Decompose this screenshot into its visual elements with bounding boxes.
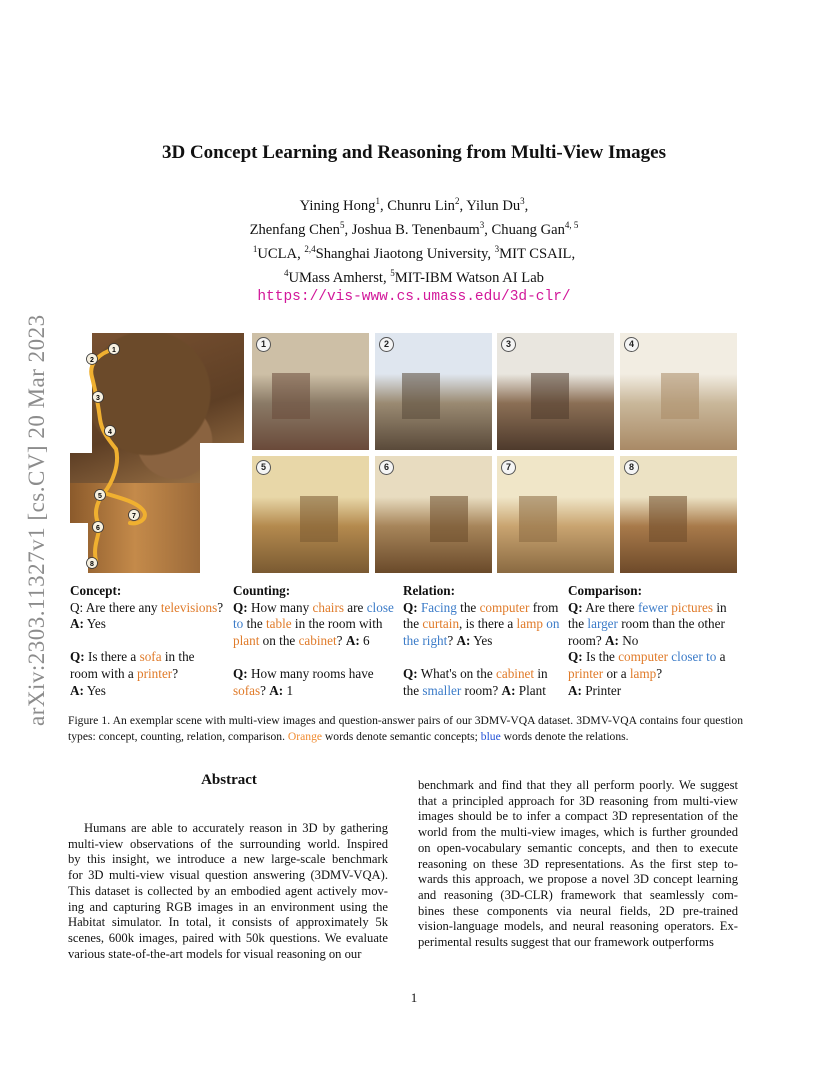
concept-word: cabinet [298, 632, 337, 648]
abstract-line: on open-vocabulary semantic concepts, and then to execute [418, 840, 738, 855]
qa-text: What's on the [417, 665, 496, 681]
view-number-badge: 6 [379, 460, 394, 475]
qa-text: Q: [403, 599, 418, 615]
qa-type-heading: Relation: [403, 583, 456, 598]
abstract-line: reasoning on these 3D representations. As the first step to- [418, 856, 738, 871]
concept-word: computer [479, 599, 530, 615]
scene-top-down-map [70, 333, 244, 573]
qa-line [70, 683, 242, 700]
qa-text: No [618, 632, 639, 648]
qa-text: ? [217, 599, 224, 615]
view-image-detail [300, 496, 338, 542]
relation-word: larger [587, 616, 618, 632]
relation-word: to [233, 616, 244, 632]
abstract-line: Habitat simulator. In total, it consists of approximately 5k [68, 915, 388, 930]
qa-text: A: [70, 682, 84, 698]
separator: , [484, 221, 492, 238]
affiliation-marker: 3 [494, 243, 500, 254]
view-image-detail [661, 373, 699, 419]
view-image-1 [252, 333, 369, 450]
concept-word: curtain [422, 616, 460, 632]
qa-text: A: [568, 682, 582, 698]
qa-text: A: [269, 682, 284, 698]
view-number-badge: 4 [624, 337, 639, 352]
separator: , [459, 197, 467, 214]
author-text: Chuang Gan [491, 221, 565, 238]
qa-text: How many rooms have [247, 665, 374, 681]
concept-word: plant [233, 632, 260, 648]
abstract-line: ing and capturing RGB images in an environment using the [68, 899, 388, 914]
abstract-right-column [418, 778, 738, 951]
map-marker-label: 1 [112, 347, 116, 354]
caption-text: Figure 1. An exemplar scene with multi-view images and question-answer pairs of our 3DMV-VQA dataset. 3DMV-VQA contains four question types: concept, counting, relation, comparison. [68, 714, 743, 743]
affiliation-line-1 [0, 240, 828, 264]
abstract-line: world from the multi-view images, which is further grounded [418, 825, 738, 840]
qa-text: Are there [582, 599, 638, 615]
abstract-line: scenes, 600k images, paired with 50k questions. We evaluate [68, 930, 388, 945]
abstract-line: bines these components via neural fields, 2D pre-trained [418, 903, 738, 918]
map-marker-label: 5 [98, 493, 102, 500]
qa-line [403, 666, 575, 683]
separator: , [524, 197, 529, 214]
qa-text: 6 [359, 632, 370, 648]
map-marker-label: 8 [90, 561, 94, 568]
qa-text: ? [172, 665, 179, 681]
map-marker-label: 7 [132, 513, 136, 520]
qa-text: A: [456, 632, 471, 648]
page-number: 1 [410, 990, 418, 1005]
affiliation-marker: 5 [390, 267, 395, 278]
relation-word: the right [403, 632, 448, 648]
affiliation-marker: 1 [252, 243, 258, 254]
abstract-line: and reasoning (3D-CLR) framework that seamlessly com- [418, 887, 738, 902]
abstract-line: benchmark and find that they all perform poorly. We suggest [418, 778, 738, 792]
affiliation-marker: 2,4 [304, 243, 316, 254]
relation-word: closer to [671, 649, 717, 665]
concept-word: computer [618, 649, 668, 665]
author-text: Yilun Du [466, 197, 521, 214]
qa-text: Q: [233, 599, 248, 615]
qa-text: a [716, 649, 726, 665]
qa-line [403, 633, 575, 650]
affiliation-marker: 2 [454, 196, 460, 206]
qa-line [568, 600, 740, 617]
concept-word: table [265, 616, 292, 632]
qa-line [233, 666, 405, 683]
abstract-line: various state-of-the-art models for visual reasoning on our [68, 946, 362, 961]
qa-text: Plant [515, 682, 546, 698]
view-number-badge: 8 [624, 460, 639, 475]
relation-word: Facing [420, 599, 457, 615]
qa-line [233, 633, 405, 650]
qa-text: How many [247, 599, 313, 615]
qa-text: the [243, 616, 266, 632]
map-marker-label: 6 [96, 525, 100, 532]
view-image-detail [649, 496, 687, 542]
abstract-heading: Abstract [201, 772, 257, 788]
qa-line [70, 616, 242, 633]
author-text: MIT CSAIL, [499, 245, 576, 262]
relation-word: close [366, 599, 394, 615]
qa-text: Q: [568, 599, 583, 615]
qa-column-concept [70, 583, 242, 699]
affiliation-marker: 3 [520, 196, 525, 206]
qa-column-comparison [568, 583, 740, 699]
qa-text: Q: [233, 665, 248, 681]
view-number-badge: 7 [501, 460, 516, 475]
qa-text: room with a [70, 665, 138, 681]
qa-text: Is there a [84, 649, 140, 665]
qa-text: or a [603, 665, 630, 681]
view-number-badge: 2 [379, 337, 394, 352]
abstract-line: that a principled approach for 3D reasoning from multi-view [418, 793, 738, 808]
concept-word: sofa [139, 649, 162, 665]
qa-text: in the [161, 649, 195, 665]
qa-text: room than the other [617, 616, 725, 632]
qa-line [403, 616, 575, 633]
concept-word: cabinet [495, 665, 535, 681]
qa-line [70, 649, 242, 666]
figure-caption [68, 713, 743, 744]
qa-text: Q: [568, 649, 583, 665]
qa-type-heading: Comparison: [568, 583, 642, 598]
qa-line [568, 633, 740, 650]
qa-line [568, 666, 740, 683]
caption-text: words denote semantic concepts; [322, 729, 481, 743]
concept-word: printer [568, 665, 604, 681]
abstract-line: vision-language models, and neural reasoning operators. Ex- [418, 919, 738, 934]
author-text: Zhenfang Chen [249, 221, 340, 238]
qa-text: A: [70, 616, 84, 632]
abstract-line: multi-view observations of the surrounding world. Inspired [68, 836, 388, 851]
concept-word: lamp [629, 665, 657, 681]
qa-line [70, 666, 242, 683]
qa-text: in the room with [291, 616, 383, 632]
caption-text: words denote the relations. [500, 729, 629, 743]
concept-word: printer [137, 665, 173, 681]
view-image-detail [531, 373, 569, 419]
qa-text: on the [259, 632, 299, 648]
project-url[interactable]: https://vis-www.cs.umass.edu/3d-clr/ [257, 289, 571, 306]
affiliation-marker: 3 [479, 219, 485, 230]
qa-text: in [534, 665, 548, 681]
qa-text: Yes [83, 616, 106, 632]
qa-text: ? [447, 632, 457, 648]
concept-word: pictures [671, 599, 714, 615]
affiliation-marker: 4, 5 [564, 219, 579, 230]
qa-line [403, 600, 575, 617]
caption-text: blue [480, 729, 501, 743]
qa-text: Yes [83, 682, 106, 698]
author-text: Yining Hong [299, 197, 376, 214]
qa-text: ? [656, 665, 663, 681]
affiliation-marker: 5 [339, 219, 345, 230]
qa-column-counting [233, 583, 405, 699]
qa-text: ? [336, 632, 346, 648]
qa-line [233, 683, 405, 700]
qa-line [70, 600, 242, 617]
qa-text: the [403, 682, 423, 698]
concept-word: sofas [233, 682, 261, 698]
view-number-badge: 5 [256, 460, 271, 475]
map-marker-label: 2 [90, 357, 94, 364]
paper-title: 3D Concept Learning and Reasoning from Multi-View Images [161, 142, 667, 163]
map-marker-label: 4 [108, 429, 112, 436]
qa-text: Yes [470, 632, 493, 648]
author-text: MIT-IBM Watson AI Lab [394, 269, 544, 286]
qa-text: , is there a [459, 616, 517, 632]
view-image-6 [375, 456, 492, 573]
author-text: UMass Amherst, [288, 269, 391, 286]
qa-text: the [403, 616, 423, 632]
arxiv-stamp: arXiv:2303.11327v1 [cs.CV] 20 Mar 2023 [24, 314, 49, 726]
affiliation-line-2 [0, 264, 828, 288]
abstract-line: This dataset is collected by an embodied agent actively mov- [68, 883, 388, 898]
qa-line [568, 616, 740, 633]
qa-line [233, 616, 405, 633]
relation-word: smaller [422, 682, 462, 698]
qa-line [568, 649, 740, 666]
view-number-badge: 1 [256, 337, 271, 352]
separator: , [379, 197, 388, 214]
abstract-line: images should be to infer a compact 3D representation of the [418, 809, 738, 824]
abstract-line: wards this approach, we propose a novel 3D concept learning [418, 872, 738, 887]
qa-text: the [456, 599, 480, 615]
view-image-8 [620, 456, 737, 573]
qa-text: Q: Are there any [70, 599, 161, 615]
qa-text: from [529, 599, 559, 615]
affiliation-marker: 4 [284, 267, 289, 278]
author-text: UCLA, [257, 245, 305, 262]
author-line-2 [0, 216, 828, 240]
concept-word: chairs [312, 599, 344, 615]
qa-text: A: [501, 682, 516, 698]
qa-text: Is the [582, 649, 619, 665]
view-image-detail [519, 496, 557, 542]
view-image-2 [375, 333, 492, 450]
abstract-line: Humans are able to accurately reason in 3D by gathering [84, 821, 388, 835]
concept-word: televisions [160, 599, 218, 615]
view-image-4 [620, 333, 737, 450]
abstract-line: for 3D multi-view visual question answering (3DMV-VQA). [68, 868, 388, 883]
qa-line [568, 683, 740, 700]
qa-line [233, 600, 405, 617]
abstract-line: perimental results suggest that our framework outperforms [418, 935, 714, 950]
abstract-line: by this insight, we introduce a new large-scale benchmark [68, 852, 388, 867]
author-text: Shanghai Jiaotong University, [315, 245, 495, 262]
qa-text: A: [605, 632, 619, 648]
view-image-7 [497, 456, 614, 573]
qa-type-heading: Concept: [70, 583, 122, 598]
qa-text: ? [260, 682, 270, 698]
relation-word: on [546, 616, 560, 632]
separator: , [344, 221, 352, 238]
qa-text: Printer [581, 682, 622, 698]
affiliation-marker: 1 [375, 196, 380, 206]
view-image-3 [497, 333, 614, 450]
qa-text: 1 [283, 682, 294, 698]
qa-line [403, 683, 575, 700]
qa-type-heading: Counting: [233, 583, 291, 598]
view-number-badge: 3 [501, 337, 516, 352]
view-image-5 [252, 456, 369, 573]
qa-text: in [713, 599, 727, 615]
qa-text: Q: [70, 649, 85, 665]
concept-word: lamp [516, 616, 543, 632]
qa-text: Q: [403, 665, 418, 681]
caption-text: Orange [287, 729, 323, 743]
abstract-left-column [68, 821, 388, 962]
qa-column-relation [403, 583, 575, 699]
qa-text: room? [461, 682, 502, 698]
qa-text: room? [568, 632, 605, 648]
relation-word: fewer [637, 599, 668, 615]
author-line-1 [0, 192, 828, 216]
map-marker-label: 3 [96, 395, 100, 402]
qa-text: A: [345, 632, 360, 648]
view-image-detail [430, 496, 468, 542]
view-image-detail [402, 373, 440, 419]
qa-text: the [568, 616, 588, 632]
agent-trajectory [70, 333, 244, 573]
author-block [0, 192, 828, 307]
author-text: Chunru Lin [387, 197, 455, 214]
view-image-detail [272, 373, 310, 419]
author-text: Joshua B. Tenenbaum [351, 221, 480, 238]
qa-text: are [344, 599, 367, 615]
